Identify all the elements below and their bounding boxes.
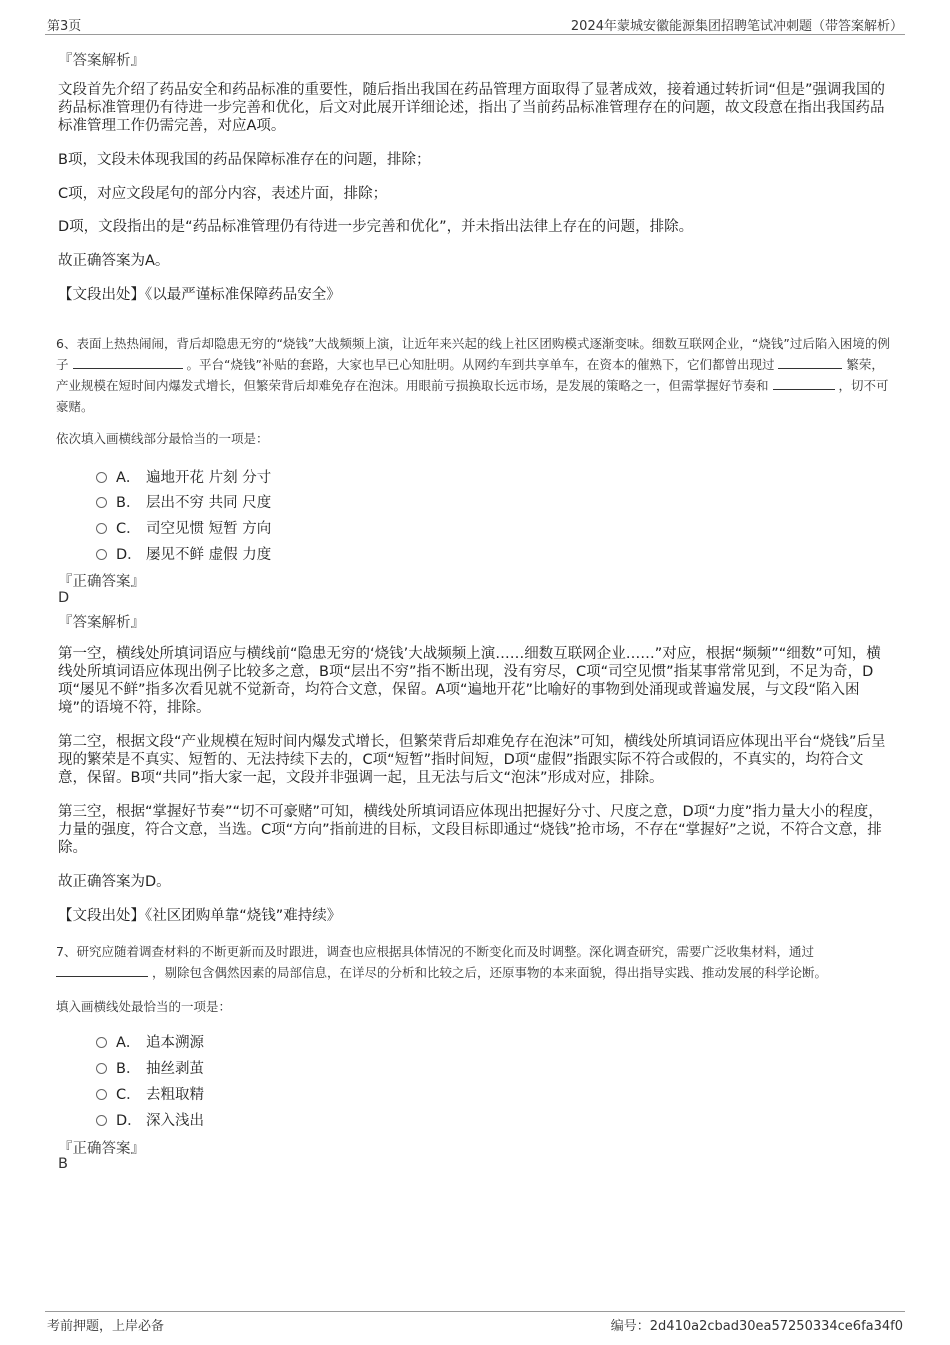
radio-icon[interactable] — [96, 1063, 107, 1074]
q7-option-a-letter: A． — [116, 1035, 141, 1051]
q6-source: 【文段出处】《社区团购单靠“烧钱”难持续》 — [58, 908, 342, 924]
q6-analysis-para-4: 故正确答案为D。 — [58, 874, 171, 890]
q7-prompt: 填入画横线处最恰当的一项是： — [56, 999, 232, 1014]
q7-stem — [56, 941, 892, 983]
q6-answer: D — [58, 590, 70, 606]
q6-stem-part-4: ，切不可豪赌。 — [56, 378, 889, 414]
page-footer — [45, 1311, 905, 1336]
q7-option-c-text: 去粗取精 — [146, 1087, 204, 1103]
q7-option-b-letter: B． — [116, 1061, 141, 1077]
q6-option-d-letter: D． — [116, 547, 142, 563]
q6-answer-label: 『正确答案』 — [58, 574, 145, 590]
q7-option-b[interactable] — [96, 1057, 204, 1078]
q7-option-d-letter: D． — [116, 1113, 142, 1129]
q7-option-d-text: 深入浅出 — [146, 1113, 204, 1129]
radio-icon[interactable] — [96, 549, 107, 560]
q6-option-b[interactable] — [96, 491, 271, 512]
radio-icon[interactable] — [96, 472, 107, 483]
q6-prompt: 依次填入画横线部分最恰当的一项是： — [56, 431, 269, 446]
q6-option-a-letter: A． — [116, 470, 141, 486]
footer-slogan: 考前押题，上岸必备 — [47, 1319, 165, 1334]
q6-option-d-text: 屡见不鲜 虚假 力度 — [146, 547, 272, 563]
radio-icon[interactable] — [96, 1115, 107, 1126]
q7-stem-part-1: 7、研究应随着调查材料的不断更新而及时跟进，调查也应根据具体情况的不断变化而及时调整。深化调查研究，需要广泛收集材料，通过 — [56, 944, 814, 959]
q5-analysis-label: 『答案解析』 — [58, 53, 145, 69]
document-code: 编号：2d410a2cbad30ea57250334ce6fa34f0 — [610, 1319, 903, 1334]
q6-option-c-letter: C． — [116, 521, 141, 537]
q6-stem — [56, 333, 892, 417]
q5-analysis-para-1: 文段首先介绍了药品安全和药品标准的重要性，随后指出我国在药品管理方面取得了显著成效，接着通过转折词“但是”强调我国的药品标准管理仍有待进一步完善和优化，后文对此展开详细论述，指出了当前药品标准管理存在的问题，故文段意在指出我国药品标准管理工作仍需完善，对应A项。 — [58, 82, 886, 134]
q5-analysis-para-3: C项，对应文段尾句的部分内容，表述片面，排除； — [58, 186, 388, 202]
page-number: 第3页 — [47, 19, 82, 34]
q6-option-c-text: 司空见惯 短暂 方向 — [146, 521, 272, 537]
radio-icon[interactable] — [96, 523, 107, 534]
q6-blank-3 — [773, 377, 835, 390]
q6-option-b-text: 层出不穷 共同 尺度 — [146, 495, 272, 511]
q6-blank-1 — [73, 356, 183, 369]
q6-blank-2 — [778, 356, 842, 369]
q6-option-d[interactable] — [96, 543, 271, 564]
q7-option-d[interactable] — [96, 1109, 204, 1130]
q6-option-a-text: 遍地开花 片刻 分寸 — [146, 470, 272, 486]
q6-analysis-para-1: 第一空，横线处所填词语应与横线前“隐患无穷的‘烧钱’大战频频上演……细数互联网企业……”对应，根据“频频”“细数”可知，横线处所填词语应体现出例子比较多之意，B项“层出不穷”指不断出现，没有穷尽，C项“司空见惯”指某事常常见到，不足为奇，D项“屡见不鲜”指多次看见就不觉新奇，均符合文意，保留。A项“遍地开花”比喻好的事物到处涌现或普遍发展，与文段“陷入困境”的语境不符，排除。 — [58, 646, 881, 716]
q6-analysis-para-3: 第三空，根据“掌握好节奏”“切不可豪赌”可知，横线处所填词语应体现出把握好分寸、尺度之意，D项“力度”指力量大小的程度，力量的强度，符合文意，当选。C项“方向”指前进的目标，文段目标即通过“烧钱”抢市场，不存在“掌握好”之说，不符合文意，排除。 — [58, 804, 883, 856]
q5-analysis-para-5: 故正确答案为A。 — [58, 253, 170, 269]
q6-option-b-letter: B． — [116, 495, 141, 511]
q7-option-c[interactable] — [96, 1083, 204, 1104]
q6-stem-part-3: 繁荣，产业规模在短时间内爆发式增长，但繁荣背后却难免存在泡沫。用眼前亏损换取长远市场，是发展的策略之一，但需掌握好节奏和 — [56, 357, 884, 393]
q7-answer-label: 『正确答案』 — [58, 1141, 145, 1157]
q6-analysis-label: 『答案解析』 — [58, 615, 145, 631]
page-header — [45, 14, 905, 35]
q6-stem-part-1: 6、表面上热热闹闹，背后却隐患无穷的“烧钱”大战频频上演，让近年来兴起的线上社区团购模式逐渐变味。细数互联网企业，“烧钱”过后陷入困境的例子 — [56, 336, 890, 372]
q5-analysis-para-4: D项，文段指出的是“药品标准管理仍有待进一步完善和优化”，并未指出法律上存在的问题，排除。 — [58, 219, 694, 235]
q7-option-b-text: 抽丝剥茧 — [146, 1061, 204, 1077]
q7-option-c-letter: C． — [116, 1087, 141, 1103]
q5-analysis-para-2: B项，文段未体现我国的药品保障标准存在的问题，排除； — [58, 152, 431, 168]
q7-answer: B — [58, 1156, 68, 1172]
radio-icon[interactable] — [96, 1089, 107, 1100]
radio-icon[interactable] — [96, 497, 107, 508]
document-title: 2024年蒙城安徽能源集团招聘笔试冲刺题（带答案解析） — [570, 19, 903, 34]
q7-option-a-text: 追本溯源 — [146, 1035, 204, 1051]
q7-option-a[interactable] — [96, 1031, 204, 1052]
q7-stem-part-2: ，剔除包含偶然因素的局部信息，在详尽的分析和比较之后，还原事物的本来面貌，得出指导实践、推动发展的科学论断。 — [151, 965, 827, 980]
q5-source: 【文段出处】《以最严谨标准保障药品安全》 — [58, 287, 341, 303]
q6-option-a[interactable] — [96, 466, 271, 487]
q6-stem-part-2: 。平台“烧钱”补贴的套路，大家也早已心知肚明。从网约车到共享单车，在资本的催熟下，它们都曾出现过 — [186, 357, 775, 372]
q6-option-c[interactable] — [96, 517, 271, 538]
q7-blank-1 — [56, 964, 148, 977]
q6-analysis-para-2: 第二空，根据文段“产业规模在短时间内爆发式增长，但繁荣背后却难免存在泡沫”可知，横线处所填词语应体现出平台“烧钱”后呈现的繁荣是不真实、短暂的、无法持续下去的，C项“短暂”指时间短，D项“虚假”指跟实际不符合或假的，不真实的，均符合文意，保留。B项“共同”指大家一起，文段并非强调一起，且无法与后文“泡沫”形成对应，排除。 — [58, 734, 886, 786]
radio-icon[interactable] — [96, 1037, 107, 1048]
